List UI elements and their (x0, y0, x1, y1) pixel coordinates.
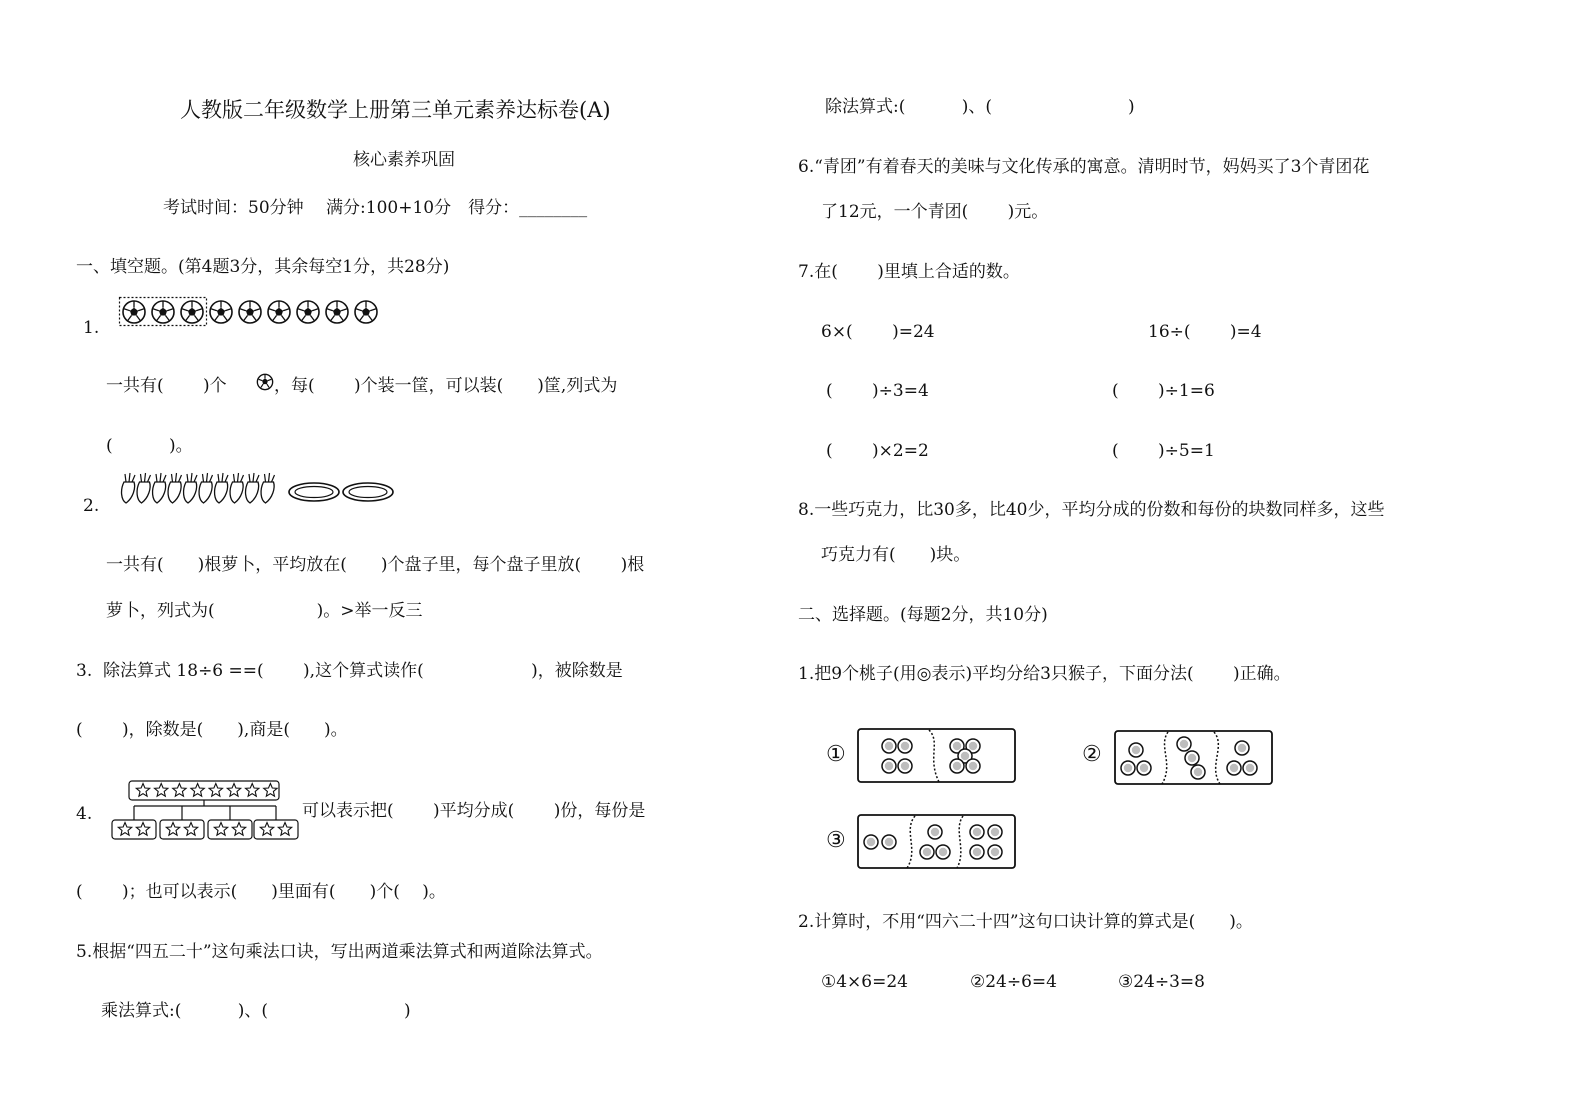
page-title: 人教版二年级数学上册第三单元素养达标卷(A) (180, 98, 611, 122)
peach-circle-icon (920, 845, 934, 859)
option-2-label: ② (1082, 742, 1102, 767)
option-3-label: ③ (826, 828, 846, 853)
section-1-heading: 一、填空题。(第4题3分，其余每空1分，共28分) (76, 257, 450, 277)
peach-circle-icon (936, 845, 950, 859)
q2-carrot-plate-figure (118, 470, 398, 506)
s2q2-option-a: ①4×6=24 (821, 972, 908, 992)
peach-circle-icon (988, 845, 1002, 859)
q3-line1: 3. 除法算式 18÷6 ==( ),这个算式读作( )，被除数是 (76, 661, 623, 681)
peach-circle-icon (1185, 751, 1199, 765)
peach-circle-icon (928, 825, 942, 839)
q1-soccer-ball-figure (118, 296, 380, 328)
peach-circle-icon (1177, 737, 1191, 751)
q8-line1: 8.一些巧克力，比30多，比40少，平均分成的份数和每份的块数同样多，这些 (798, 500, 1385, 520)
s2q2-option-c: ③24÷3=8 (1118, 972, 1205, 992)
q5-line1: 5.根据“四五二十”这句乘法口诀，写出两道乘法算式和两道除法算式。 (76, 942, 603, 962)
exam-info: 考试时间：50分钟 满分:100+10分 得分：________ (163, 198, 588, 218)
peach-circle-icon (882, 835, 896, 849)
peach-circle-icon (898, 759, 912, 773)
q5-line2: 乘法算式:( )、( ) (101, 1001, 411, 1021)
carrot-icon (137, 473, 150, 503)
carrot-icon (230, 473, 243, 503)
q6-line2: 了12元，一个青团( )元。 (821, 202, 1049, 222)
peach-circle-icon (966, 759, 980, 773)
carrot-icon (215, 473, 228, 503)
q8-line2: 巧克力有( )块。 (821, 545, 971, 565)
peach-circle-icon (1243, 761, 1257, 775)
carrot-icon (153, 473, 166, 503)
soccer-ball-icon (326, 301, 348, 323)
option-1-box (857, 728, 1017, 784)
carrot-icon (184, 473, 197, 503)
soccer-ball-icon (268, 301, 290, 323)
peach-circle-icon (864, 835, 878, 849)
peach-circle-icon (970, 845, 984, 859)
peach-circle-icon (1121, 761, 1135, 775)
s2q1-text: 1.把9个桃子(用◎表示)平均分给3只猴子，下面分法( )正确。 (798, 664, 1291, 684)
peach-circle-icon (882, 759, 896, 773)
soccer-ball-icon (181, 301, 203, 323)
q4-line1: 可以表示把( )平均分成( )份，每份是 (302, 801, 646, 821)
soccer-ball-icon (210, 301, 232, 323)
q2-line2: 萝卜，列式为( )。>举一反三 (106, 601, 423, 621)
q5-line3: 除法算式:( )、( ) (825, 97, 1135, 117)
soccer-ball-icon (355, 301, 377, 323)
peach-circle-icon (988, 825, 1002, 839)
option-1-label: ① (826, 742, 846, 767)
q7-item-b: 16÷( )=4 (1148, 322, 1262, 342)
q2-line1: 一共有( )根萝卜，平均放在( )个盘子里，每个盘子里放( )根 (106, 555, 645, 575)
soccer-ball-icon (152, 301, 174, 323)
peach-circle-icon (898, 739, 912, 753)
peach-circle-icon (970, 825, 984, 839)
carrot-icon (122, 473, 135, 503)
s2q2-option-b: ②24÷6=4 (970, 972, 1057, 992)
s2q2-text: 2.计算时，不用“四六二十四”这句口诀计算的算式是( )。 (798, 912, 1253, 932)
soccer-ball-icon (123, 301, 145, 323)
q4-star-tree-figure (108, 778, 300, 844)
carrot-icon (246, 473, 259, 503)
peach-circle-icon (1235, 741, 1249, 755)
peach-circle-icon (1129, 743, 1143, 757)
section-2-heading: 二、选择题。(每题2分，共10分) (798, 605, 1048, 625)
q1-line1a: 一共有( )个 (106, 376, 227, 396)
carrot-icon (168, 473, 181, 503)
q7-item-a: 6×( )=24 (821, 322, 935, 342)
q7-item-c: ( )÷3=4 (826, 381, 929, 401)
option-2-box (1114, 730, 1274, 786)
option-3-box (857, 814, 1017, 870)
q7-line1: 7.在( )里填上合适的数。 (798, 262, 1020, 282)
q7-item-d: ( )÷1=6 (1112, 381, 1215, 401)
soccer-ball-icon (297, 301, 319, 323)
q1-line1b: ，每( )个装一筐，可以装( )筐,列式为 (274, 376, 618, 396)
peach-circle-icon (1227, 761, 1241, 775)
q3-line2: ( )，除数是( ),商是( )。 (76, 720, 348, 740)
soccer-ball-icon (256, 373, 274, 391)
page-subtitle: 核心素养巩固 (353, 150, 455, 170)
peach-circle-icon (950, 759, 964, 773)
q4-line2: ( )；也可以表示( )里面有( )个( )。 (76, 882, 446, 902)
q7-item-e: ( )×2=2 (826, 441, 929, 461)
peach-circle-icon (1191, 765, 1205, 779)
q2-number: 2. (83, 496, 100, 516)
q4-number: 4. (76, 804, 93, 824)
carrot-icon (261, 473, 274, 503)
soccer-ball-icon (239, 301, 261, 323)
q7-item-f: ( )÷5=1 (1112, 441, 1215, 461)
peach-circle-icon (1137, 761, 1151, 775)
peach-circle-icon (882, 739, 896, 753)
q1-line2: ( )。 (106, 436, 193, 456)
carrot-icon (199, 473, 212, 503)
q1-number: 1. (83, 318, 100, 338)
q6-line1: 6.“青团”有着春天的美味与文化传承的寓意。清明时节，妈妈买了3个青团花 (798, 157, 1370, 177)
